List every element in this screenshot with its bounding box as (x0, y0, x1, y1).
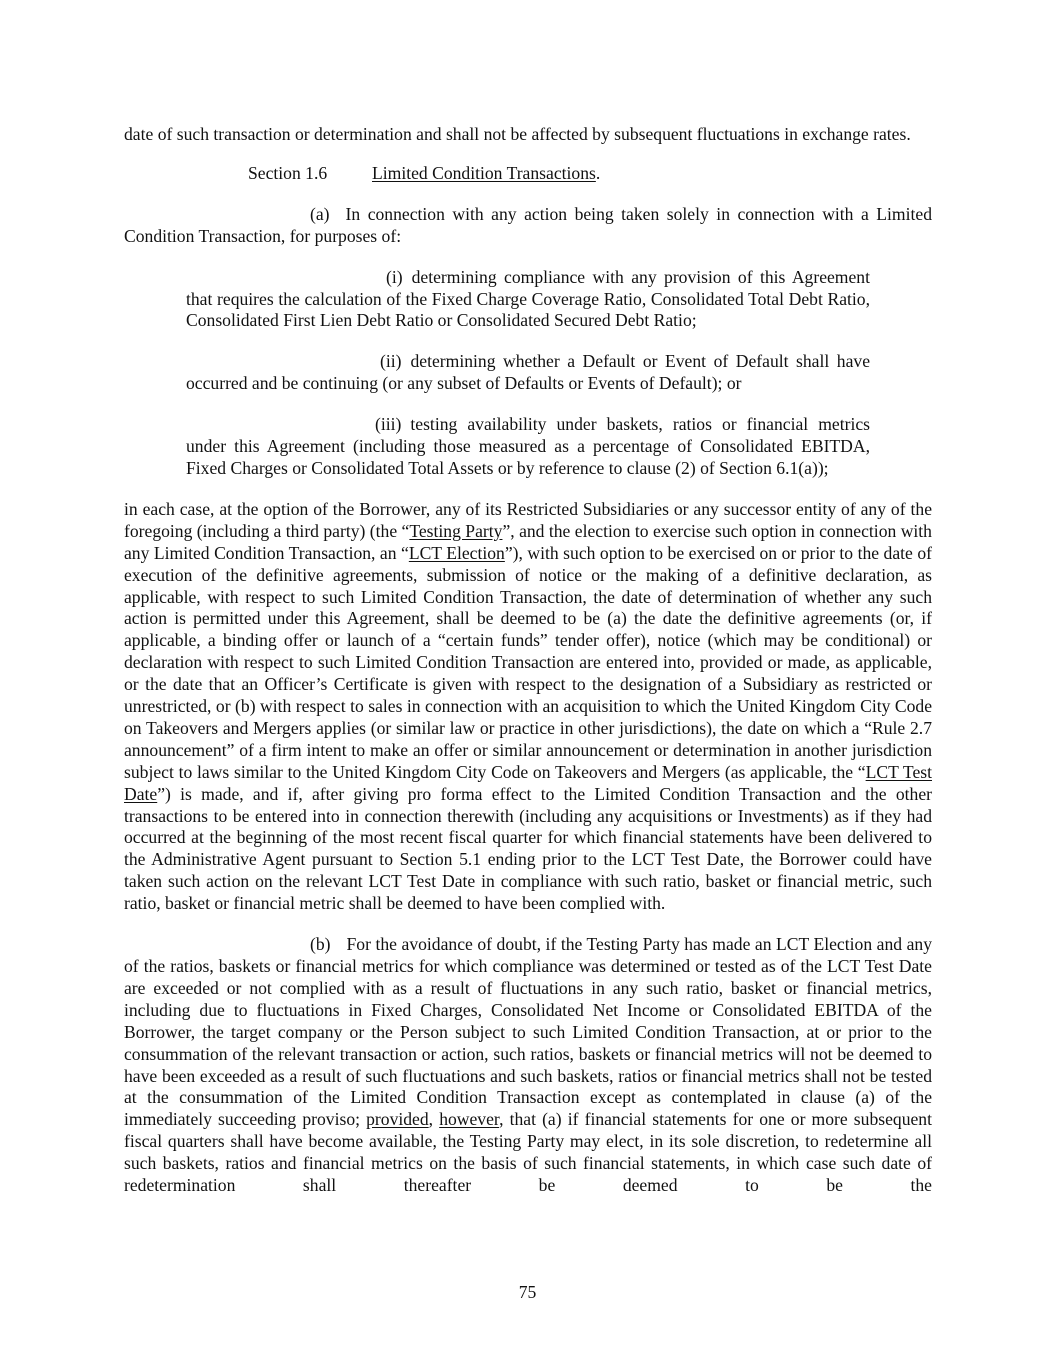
paragraph-a (124, 204, 932, 248)
section-heading (124, 163, 932, 185)
paragraph-a-text: In connection with any action being taken solely in connection with a Limited Condition Transaction, for purposes of: (124, 203, 932, 246)
page-number: 75 (518, 1282, 537, 1302)
main-paragraph (124, 499, 932, 915)
clause-ii-text: determining whether a Default or Event of Default shall have occurred and be continuing (or any subset of Defaults or Events of Default); or (186, 351, 870, 394)
main-text-2: ”, and the election to exercise such option in connection with any Limited Condition Transaction, an “ (124, 520, 932, 563)
main-text-4: ”) is made, and if, after giving pro forma effect to the Limited Condition Transaction and the other transactions to be entered into in connection therewith (including any acquisitions or Investments) as if they had occurred at the beginning of the most recent fiscal quarter for which financial statements have been delivered to the Administrative Agent pursuant to Section 5.1 ending prior to the LCT Test Date, the Borrower could have taken such action on the relevant LCT Test Date in compliance with such ratio, basket or financial metric, such ratio, basket or financial metric shall be deemed to have been complied with. (124, 783, 932, 914)
clause-iii-label: (iii) (375, 414, 402, 435)
clause-ii (186, 351, 870, 395)
paragraph-b-text-2: , that (a) if financial statements for one or more subsequent fiscal quarters shall have become available, the Testing Party may elect, in its sole discretion, to redetermine all such baskets, ratios and financial metrics on the basis of such financial statements, in which case such date of redetermination shall thereafter be deemed to be the (124, 1109, 932, 1196)
clause-ii-label: (ii) (380, 351, 402, 372)
paragraph-a-label: (a) (310, 203, 330, 224)
paragraph-b-comma: , (428, 1109, 440, 1130)
clause-i-label: (i) (386, 266, 403, 287)
defined-term-lct-test-date: LCT Test Date (124, 761, 932, 804)
defined-term-lct-election: LCT Election (408, 542, 505, 563)
defined-term-testing-party: Testing Party (409, 520, 503, 541)
section-title: Limited Condition Transactions (372, 162, 596, 183)
clause-i (186, 267, 870, 333)
clause-iii (186, 414, 870, 480)
term-provided: provided (366, 1109, 429, 1130)
document-page (124, 124, 932, 1197)
paragraph-b-label: (b) (310, 934, 331, 955)
term-however: however (439, 1109, 500, 1130)
paragraph-b (124, 934, 932, 1197)
paragraph-b-text-1: For the avoidance of doubt, if the Testing Party has made an LCT Election and any of the ratios, baskets or financial metrics for which compliance was determined or tested as of the LCT Test Date are exceeded or not complied with as a result of fluctuations in any such ratio, basket or financial metrics, including due to fluctuations in Fixed Charges, Consolidated Net Income or Consolidated EBITDA of the Borrower, the target company or the Person subject to such Limited Condition Transaction, at or prior to the consummation of the relevant transaction or action, such ratios, baskets or financial metrics will not be deemed to have been exceeded as a result of such fluctuations and such baskets, ratios or financial metrics shall not be tested at the consummation of the Limited Condition Transaction except as contemplated in clause (a) of the immediately succeeding proviso; (124, 934, 932, 1130)
section-number: Section 1.6 (248, 162, 328, 183)
section-title-period: . (595, 162, 601, 183)
main-text-3: ”), with such option to be exercised on or prior to the date of execution of the definitive agreements, submission of notice or the making of a definitive declaration, as applicable, with respect to such Limited Condition Transaction, the date of determination of whether any such action is permitted under this Agreement, shall be deemed to be (a) the date the definitive agreements (or, if applicable, a binding offer or launch of a “certain funds” tender offer), notice (which may be conditional) or declaration with respect to such Limited Condition Transaction are entered into, provided or made, as applicable, or the date that an Officer’s Certificate is given with respect to the designation of a Subsidiary as restricted or unrestricted, or (b) with respect to sales in connection with an acquisition to which the United Kingdom City Code on Takeovers and Mergers applies (or similar law or practice in other jurisdictions), the date on which a “Rule 2.7 announcement” of a firm intent to make an offer or similar announcement or determination in another jurisdiction subject to laws similar to the United Kingdom City Code on Takeovers and Mergers (as applicable, the “ (124, 542, 932, 782)
clause-iii-text: testing availability under baskets, ratios or financial metrics under this Agreement (including those measured as a percentage of Consolidated EBITDA, Fixed Charges or Consolidated Total Assets or by reference to clause (2) of Section 6.1(a)); (186, 414, 870, 478)
continuation-paragraph: date of such transaction or determination and shall not be affected by subsequent fluctuations in exchange rates. (124, 124, 911, 144)
main-text-1: in each case, at the option of the Borrower, any of its Restricted Subsidiaries or any successor entity of any of the foregoing (including a third party) (the “ (124, 498, 932, 541)
clause-i-text: determining compliance with any provision of this Agreement that requires the calculation of the Fixed Charge Coverage Ratio, Consolidated Total Debt Ratio, Consolidated First Lien Debt Ratio or Consolidated Secured Debt Ratio; (186, 266, 870, 331)
